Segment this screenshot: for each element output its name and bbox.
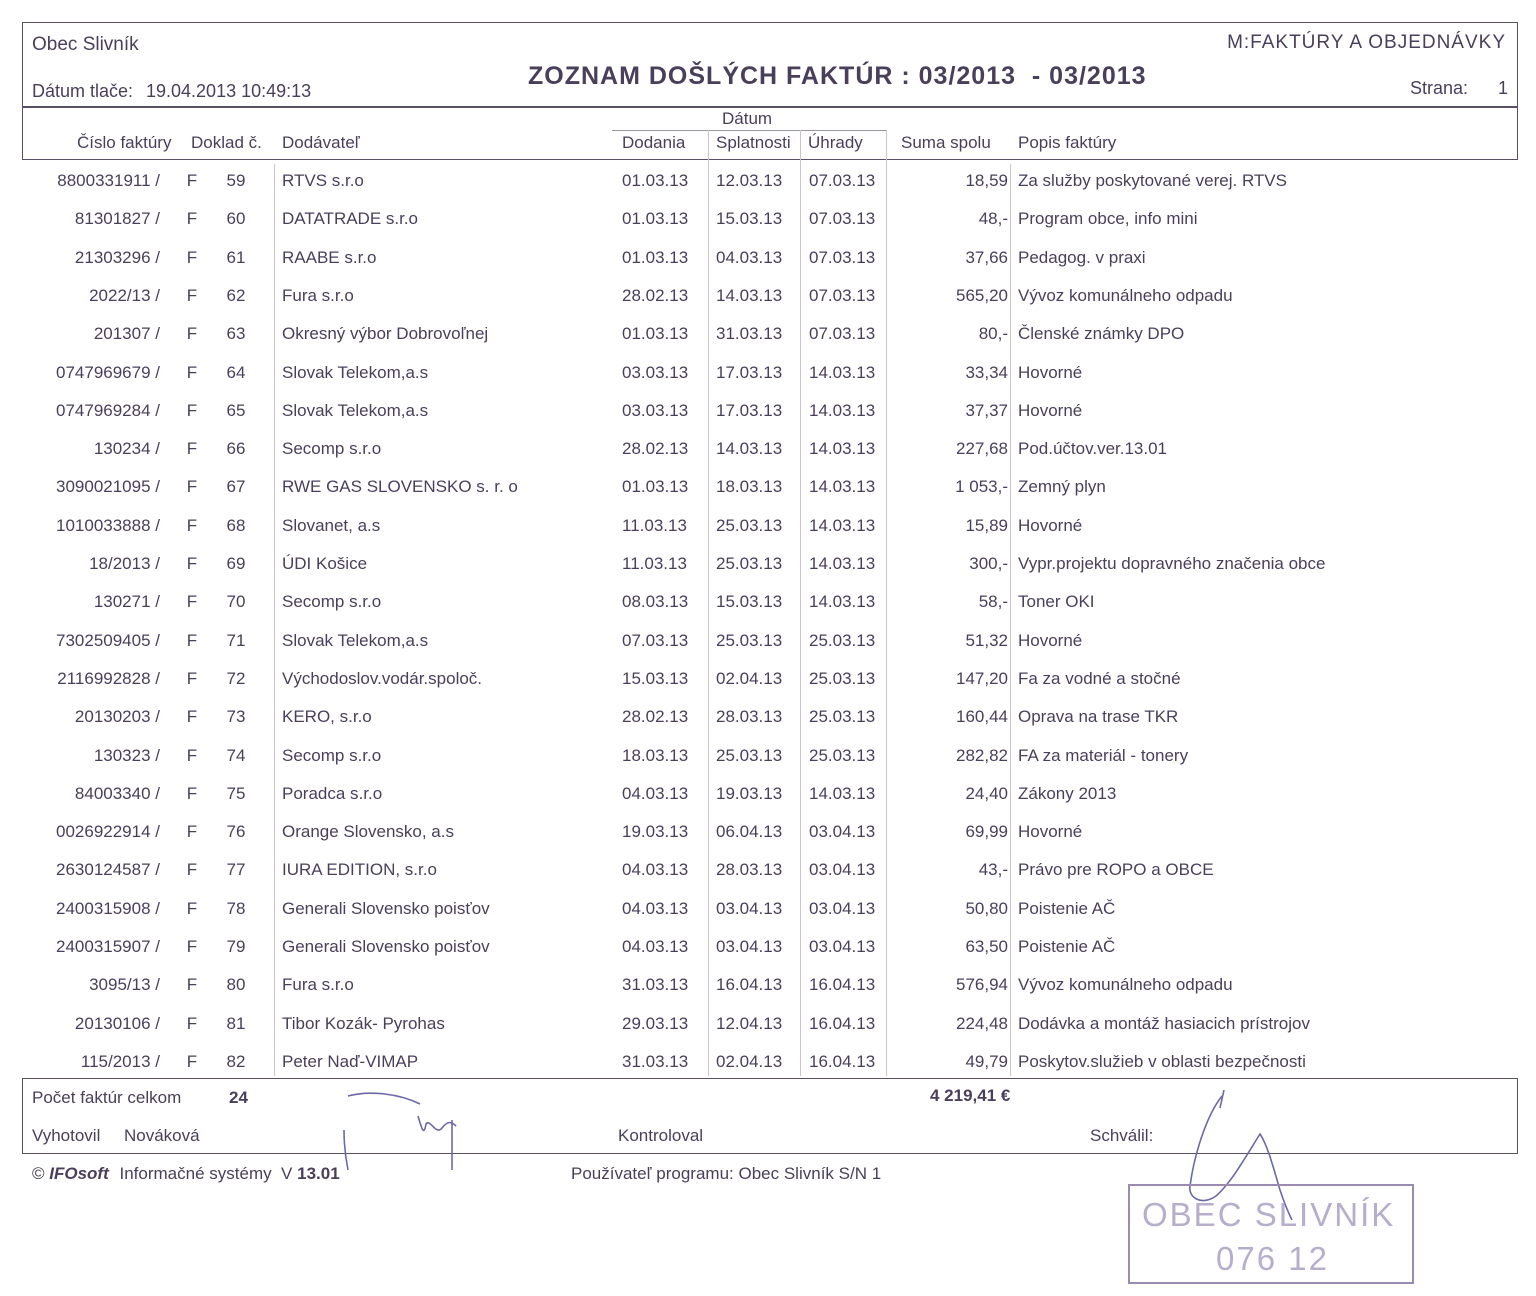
copyright-symbol: © bbox=[32, 1164, 45, 1183]
payment-date: 03.04.13 bbox=[809, 898, 876, 918]
product-version: 13.01 bbox=[297, 1164, 340, 1183]
invoice-description: Hovorné bbox=[1018, 362, 1083, 382]
doc-number: 82 bbox=[226, 1051, 246, 1071]
invoice-total: 160,44 bbox=[956, 707, 1008, 727]
checked-label: Kontroloval bbox=[618, 1126, 704, 1145]
doc-type: F bbox=[186, 937, 198, 956]
doc-type: F bbox=[186, 822, 198, 842]
doc-number: 60 bbox=[226, 209, 246, 229]
doc-number: 81 bbox=[226, 1013, 246, 1033]
table-row bbox=[24, 169, 1520, 207]
delivery-date: 11.03.13 bbox=[622, 515, 687, 535]
invoice-number: 3090021095 / bbox=[56, 477, 160, 497]
invoice-total: 63,50 bbox=[965, 937, 1008, 956]
invoice-number: 130323 / bbox=[93, 745, 160, 765]
delivery-date: 04.03.13 bbox=[622, 783, 689, 803]
doc-type: F bbox=[186, 439, 198, 459]
delivery-date: 03.03.13 bbox=[622, 362, 689, 382]
invoice-total: 565,20 bbox=[956, 285, 1008, 305]
doc-number: 67 bbox=[226, 477, 246, 497]
program-user: Používateľ programu: Obec Slivník S/N 1 bbox=[571, 1164, 882, 1183]
invoice-description: Členské známky DPO bbox=[1018, 324, 1185, 344]
supplier-name: Fura s.r.o bbox=[282, 285, 354, 305]
delivery-date: 01.03.13 bbox=[622, 209, 689, 229]
invoice-total: 80,- bbox=[978, 324, 1008, 344]
invoice-total: 37,37 bbox=[965, 400, 1008, 420]
delivery-date: 01.03.13 bbox=[622, 171, 689, 190]
col-paid: Úhrady bbox=[808, 133, 863, 152]
print-date-label: Dátum tlače: bbox=[32, 81, 134, 101]
header-divider bbox=[22, 106, 1518, 108]
due-date: 28.03.13 bbox=[716, 860, 783, 880]
invoice-description: Zákony 2013 bbox=[1018, 783, 1117, 803]
doc-type: F bbox=[186, 171, 198, 190]
invoice-total: 147,20 bbox=[956, 668, 1008, 688]
module-name: M:FAKTÚRY A OBJEDNÁVKY bbox=[1227, 32, 1506, 53]
supplier-name: ÚDI Košice bbox=[282, 554, 368, 573]
doc-type: F bbox=[186, 745, 198, 765]
supplier-name: Východoslov.vodár.spoloč. bbox=[282, 668, 483, 688]
invoice-description: Zemný plyn bbox=[1018, 477, 1106, 497]
brand-name: IFOsoft bbox=[49, 1164, 109, 1183]
invoice-number: 2400315907 / bbox=[56, 937, 160, 956]
doc-type: F bbox=[186, 477, 198, 497]
doc-number: 64 bbox=[226, 362, 246, 382]
payment-date: 07.03.13 bbox=[809, 209, 876, 229]
doc-number: 74 bbox=[226, 745, 246, 765]
supplier-name: Secomp s.r.o bbox=[282, 592, 382, 612]
invoice-total: 576,94 bbox=[956, 975, 1008, 995]
supplier-name: Slovak Telekom,a.s bbox=[282, 630, 429, 650]
payment-date: 03.04.13 bbox=[809, 822, 876, 842]
payment-date: 14.03.13 bbox=[809, 439, 876, 459]
doc-type: F bbox=[186, 1051, 198, 1071]
delivery-date: 01.03.13 bbox=[622, 477, 689, 497]
invoice-number: 2116992828 / bbox=[57, 668, 160, 688]
invoice-number: 130234 / bbox=[93, 439, 160, 459]
doc-number: 79 bbox=[226, 937, 246, 956]
doc-number: 63 bbox=[226, 324, 246, 344]
report-title: ZOZNAM DOŠLÝCH FAKTÚR : 03/2013 - 03/2013 bbox=[528, 62, 1147, 90]
col-total: Suma spolu bbox=[901, 133, 991, 152]
doc-number: 73 bbox=[226, 707, 246, 727]
delivery-date: 01.03.13 bbox=[622, 247, 689, 267]
due-date: 02.04.13 bbox=[716, 668, 783, 688]
invoice-total: 69,99 bbox=[965, 822, 1008, 842]
col-date-group: Dátum bbox=[722, 109, 773, 128]
doc-type: F bbox=[186, 860, 198, 880]
due-date: 25.03.13 bbox=[716, 630, 783, 650]
supplier-name: Generali Slovensko poisťov bbox=[282, 937, 490, 956]
supplier-name: RAABE s.r.o bbox=[282, 247, 377, 267]
product-name: Informačné systémy V bbox=[119, 1164, 293, 1183]
doc-number: 69 bbox=[226, 554, 246, 573]
invoice-number: 130271 / bbox=[93, 592, 160, 612]
payment-date: 14.03.13 bbox=[809, 362, 876, 382]
delivery-date: 28.02.13 bbox=[622, 439, 689, 459]
due-date: 03.04.13 bbox=[716, 937, 783, 956]
col-doc-no: Doklad č. bbox=[191, 133, 262, 152]
invoice-description: Toner OKI bbox=[1018, 592, 1095, 612]
supplier-name: Secomp s.r.o bbox=[282, 745, 382, 765]
payment-date: 14.03.13 bbox=[809, 515, 876, 535]
due-date: 25.03.13 bbox=[716, 745, 783, 765]
footer-copyright bbox=[32, 1164, 340, 1184]
delivery-date: 18.03.13 bbox=[622, 745, 689, 765]
payment-date: 07.03.13 bbox=[809, 285, 876, 305]
table-row bbox=[24, 744, 1520, 782]
table-row bbox=[24, 935, 1520, 973]
col-description: Popis faktúry bbox=[1018, 133, 1117, 152]
due-date: 15.03.13 bbox=[716, 209, 783, 229]
table-row bbox=[24, 284, 1520, 322]
supplier-name: IURA EDITION, s.r.o bbox=[282, 860, 437, 880]
col-invoice-no: Číslo faktúry bbox=[77, 133, 172, 152]
invoice-total: 58,- bbox=[978, 592, 1008, 612]
supplier-name: Orange Slovensko, a.s bbox=[282, 822, 454, 842]
invoice-number: 84003340 / bbox=[74, 783, 160, 803]
page-number: 1 bbox=[1498, 78, 1509, 98]
invoice-count-label: Počet faktúr celkom bbox=[32, 1088, 182, 1107]
doc-type: F bbox=[186, 783, 198, 803]
table-row bbox=[24, 590, 1520, 628]
due-date: 04.03.13 bbox=[716, 247, 783, 267]
delivery-date: 07.03.13 bbox=[622, 630, 689, 650]
doc-type: F bbox=[186, 554, 198, 573]
payment-date: 07.03.13 bbox=[809, 324, 876, 344]
delivery-date: 08.03.13 bbox=[622, 592, 689, 612]
invoice-total: 15,89 bbox=[965, 515, 1008, 535]
payment-date: 14.03.13 bbox=[809, 477, 876, 497]
invoice-description: Pedagog. v praxi bbox=[1018, 247, 1146, 267]
invoice-description: Oprava na trase TKR bbox=[1018, 707, 1179, 727]
col-due: Splatnosti bbox=[716, 133, 791, 152]
approved-label: Schválil: bbox=[1090, 1126, 1154, 1145]
table-row bbox=[24, 782, 1520, 820]
invoice-number: 115/2013 / bbox=[80, 1051, 160, 1071]
invoice-number: 8800331911 / bbox=[57, 171, 160, 190]
payment-date: 25.03.13 bbox=[809, 745, 876, 765]
invoice-total: 49,79 bbox=[965, 1051, 1008, 1071]
due-date: 17.03.13 bbox=[716, 400, 783, 420]
table-row bbox=[24, 437, 1520, 475]
delivery-date: 31.03.13 bbox=[622, 975, 689, 995]
supplier-name: KERO, s.r.o bbox=[282, 707, 372, 727]
delivery-date: 04.03.13 bbox=[622, 898, 689, 918]
supplier-name: Poradca s.r.o bbox=[282, 783, 383, 803]
invoice-number: 3095/13 / bbox=[89, 975, 160, 995]
invoice-total: 48,- bbox=[978, 209, 1008, 229]
supplier-name: Peter Naď-VIMAP bbox=[282, 1051, 419, 1071]
doc-type: F bbox=[186, 898, 198, 918]
table-row bbox=[24, 858, 1520, 896]
supplier-name: Okresný výbor Dobrovoľnej bbox=[282, 324, 489, 344]
invoice-number: 0747969284 / bbox=[56, 400, 160, 420]
invoice-total: 50,80 bbox=[965, 898, 1008, 918]
doc-number: 62 bbox=[226, 285, 246, 305]
doc-type: F bbox=[186, 285, 198, 305]
payment-date: 25.03.13 bbox=[809, 668, 876, 688]
payment-date: 16.04.13 bbox=[809, 1013, 876, 1033]
invoice-total: 24,40 bbox=[965, 783, 1008, 803]
due-date: 25.03.13 bbox=[716, 515, 783, 535]
doc-type: F bbox=[186, 515, 198, 535]
table-row bbox=[24, 820, 1520, 858]
payment-date: 14.03.13 bbox=[809, 592, 876, 612]
doc-type: F bbox=[186, 362, 198, 382]
delivery-date: 28.02.13 bbox=[622, 707, 689, 727]
delivery-date: 01.03.13 bbox=[622, 324, 689, 344]
delivery-date: 04.03.13 bbox=[622, 860, 689, 880]
doc-type: F bbox=[186, 1013, 198, 1033]
doc-type: F bbox=[186, 592, 198, 612]
invoice-description: Poistenie AČ bbox=[1018, 898, 1116, 918]
doc-number: 66 bbox=[226, 439, 246, 459]
payment-date: 14.03.13 bbox=[809, 554, 876, 573]
signature-prepared bbox=[330, 1090, 470, 1180]
due-date: 18.03.13 bbox=[716, 477, 783, 497]
invoice-description: Vypr.projektu dopravného značenia obce bbox=[1018, 554, 1326, 573]
doc-type: F bbox=[186, 707, 198, 727]
invoice-number: 0747969679 / bbox=[56, 362, 160, 382]
doc-type: F bbox=[186, 209, 198, 229]
organization-name: Obec Slivník bbox=[32, 34, 139, 55]
invoice-description: Poskytov.služieb v oblasti bezpečnosti bbox=[1018, 1051, 1306, 1071]
invoice-description: Právo pre ROPO a OBCE bbox=[1018, 860, 1214, 880]
doc-number: 77 bbox=[226, 860, 246, 880]
invoice-total: 227,68 bbox=[956, 439, 1008, 459]
page-label: Strana: bbox=[1410, 78, 1469, 98]
date-group-underline bbox=[612, 130, 886, 131]
table-row bbox=[24, 246, 1520, 284]
invoice-total: 300,- bbox=[969, 554, 1008, 573]
invoice-description: Hovorné bbox=[1018, 400, 1083, 420]
invoice-description: Vývoz komunálneho odpadu bbox=[1018, 975, 1233, 995]
doc-number: 68 bbox=[226, 515, 246, 535]
table-row bbox=[24, 705, 1520, 743]
due-date: 15.03.13 bbox=[716, 592, 783, 612]
payment-date: 16.04.13 bbox=[809, 1051, 876, 1071]
supplier-name: Slovak Telekom,a.s bbox=[282, 362, 429, 382]
supplier-name: RWE GAS SLOVENSKO s. r. o bbox=[282, 477, 518, 497]
invoice-description: Za služby poskytované verej. RTVS bbox=[1018, 171, 1287, 190]
invoice-description: FA za materiál - tonery bbox=[1018, 745, 1189, 765]
invoice-total: 224,48 bbox=[956, 1013, 1008, 1033]
doc-type: F bbox=[186, 630, 198, 650]
invoice-total: 43,- bbox=[978, 860, 1008, 880]
delivery-date: 28.02.13 bbox=[622, 285, 689, 305]
due-date: 12.03.13 bbox=[716, 171, 783, 190]
payment-date: 14.03.13 bbox=[809, 400, 876, 420]
delivery-date: 19.03.13 bbox=[622, 822, 689, 842]
supplier-name: Slovanet, a.s bbox=[282, 515, 381, 535]
invoice-number: 20130203 / bbox=[74, 707, 160, 727]
col-delivery: Dodania bbox=[622, 133, 686, 152]
table-row bbox=[24, 475, 1520, 513]
table-row bbox=[24, 667, 1520, 705]
payment-date: 03.04.13 bbox=[809, 860, 876, 880]
invoice-description: Dodávka a montáž hasiacich prístrojov bbox=[1018, 1013, 1310, 1033]
invoice-total: 1 053,- bbox=[955, 477, 1008, 497]
delivery-date: 11.03.13 bbox=[622, 554, 687, 573]
invoice-number: 20130106 / bbox=[74, 1013, 160, 1033]
delivery-date: 31.03.13 bbox=[622, 1051, 689, 1071]
payment-date: 25.03.13 bbox=[809, 630, 876, 650]
due-date: 25.03.13 bbox=[716, 554, 783, 573]
table-row bbox=[24, 399, 1520, 437]
invoice-number: 2022/13 / bbox=[89, 285, 160, 305]
doc-number: 78 bbox=[226, 898, 246, 918]
table-row bbox=[24, 514, 1520, 552]
due-date: 31.03.13 bbox=[716, 324, 783, 344]
supplier-name: DATATRADE s.r.o bbox=[282, 209, 419, 229]
due-date: 14.03.13 bbox=[716, 439, 783, 459]
payment-date: 16.04.13 bbox=[809, 975, 876, 995]
doc-number: 65 bbox=[226, 400, 246, 420]
due-date: 28.03.13 bbox=[716, 707, 783, 727]
due-date: 17.03.13 bbox=[716, 362, 783, 382]
invoice-total: 18,59 bbox=[965, 171, 1008, 190]
col-supplier: Dodávateľ bbox=[282, 133, 360, 152]
invoice-number: 2400315908 / bbox=[56, 898, 160, 918]
doc-number: 61 bbox=[226, 247, 246, 267]
doc-number: 71 bbox=[226, 630, 246, 650]
municipal-stamp bbox=[1128, 1184, 1414, 1284]
supplier-name: Fura s.r.o bbox=[282, 975, 354, 995]
doc-type: F bbox=[186, 324, 198, 344]
invoice-number: 18/2013 / bbox=[89, 554, 160, 573]
invoice-number: 21303296 / bbox=[74, 247, 160, 267]
invoice-description: Poistenie AČ bbox=[1018, 937, 1116, 956]
doc-number: 76 bbox=[226, 822, 246, 842]
supplier-name: RTVS s.r.o bbox=[282, 171, 364, 190]
due-date: 02.04.13 bbox=[716, 1051, 783, 1071]
doc-type: F bbox=[186, 400, 198, 420]
supplier-name: Generali Slovensko poisťov bbox=[282, 898, 490, 918]
payment-date: 03.04.13 bbox=[809, 937, 876, 956]
doc-number: 59 bbox=[226, 171, 246, 190]
table-row bbox=[24, 973, 1520, 1011]
supplier-name: Tibor Kozák- Pyrohas bbox=[282, 1013, 445, 1033]
invoice-description: Hovorné bbox=[1018, 630, 1083, 650]
table-row bbox=[24, 207, 1520, 245]
invoice-number: 81301827 / bbox=[74, 209, 160, 229]
invoice-count: 24 bbox=[229, 1088, 248, 1107]
doc-number: 70 bbox=[226, 592, 246, 612]
stamp-line2: 076 12 bbox=[1216, 1240, 1329, 1277]
table-row bbox=[24, 322, 1520, 360]
supplier-name: Slovak Telekom,a.s bbox=[282, 400, 429, 420]
invoice-number: 2630124587 / bbox=[56, 860, 160, 880]
payment-date: 07.03.13 bbox=[809, 171, 876, 190]
due-date: 16.04.13 bbox=[716, 975, 783, 995]
invoice-total: 33,34 bbox=[965, 362, 1008, 382]
table-row bbox=[24, 1012, 1520, 1050]
supplier-name: Secomp s.r.o bbox=[282, 439, 382, 459]
due-date: 19.03.13 bbox=[716, 783, 783, 803]
delivery-date: 15.03.13 bbox=[622, 668, 689, 688]
doc-type: F bbox=[186, 975, 198, 995]
stamp-line1: OBEC SLIVNÍK bbox=[1142, 1196, 1396, 1233]
delivery-date: 29.03.13 bbox=[622, 1013, 689, 1033]
invoice-number: 1010033888 / bbox=[56, 515, 160, 535]
payment-date: 07.03.13 bbox=[809, 247, 876, 267]
prepared-by: Nováková bbox=[124, 1126, 200, 1145]
table-row bbox=[24, 629, 1520, 667]
invoice-number: 7302509405 / bbox=[56, 630, 160, 650]
table-row bbox=[24, 897, 1520, 935]
invoice-description: Hovorné bbox=[1018, 822, 1083, 842]
invoice-number: 0026922914 / bbox=[56, 822, 160, 842]
invoice-description: Program obce, info mini bbox=[1018, 209, 1198, 229]
due-date: 12.04.13 bbox=[716, 1013, 783, 1033]
grand-total: 4 219,41 € bbox=[930, 1086, 1011, 1105]
invoice-description: Vývoz komunálneho odpadu bbox=[1018, 285, 1233, 305]
doc-number: 72 bbox=[226, 668, 246, 688]
table-row bbox=[24, 552, 1520, 590]
invoice-total: 51,32 bbox=[965, 630, 1008, 650]
table-row bbox=[24, 361, 1520, 399]
print-date: 19.04.2013 10:49:13 bbox=[146, 81, 312, 101]
delivery-date: 03.03.13 bbox=[622, 400, 689, 420]
invoice-total: 37,66 bbox=[965, 247, 1008, 267]
due-date: 14.03.13 bbox=[716, 285, 783, 305]
invoice-description: Fa za vodné a stočné bbox=[1018, 668, 1181, 688]
doc-type: F bbox=[186, 668, 198, 688]
due-date: 06.04.13 bbox=[716, 822, 783, 842]
invoice-total: 282,82 bbox=[956, 745, 1008, 765]
due-date: 03.04.13 bbox=[716, 898, 783, 918]
invoice-description: Hovorné bbox=[1018, 515, 1083, 535]
payment-date: 25.03.13 bbox=[809, 707, 876, 727]
doc-type: F bbox=[186, 247, 198, 267]
doc-number: 80 bbox=[226, 975, 246, 995]
invoice-number: 201307 / bbox=[93, 324, 160, 344]
prepared-label: Vyhotovil bbox=[32, 1126, 101, 1145]
payment-date: 14.03.13 bbox=[809, 783, 876, 803]
delivery-date: 04.03.13 bbox=[622, 937, 689, 956]
invoice-description: Pod.účtov.ver.13.01 bbox=[1018, 439, 1168, 459]
doc-number: 75 bbox=[226, 783, 246, 803]
